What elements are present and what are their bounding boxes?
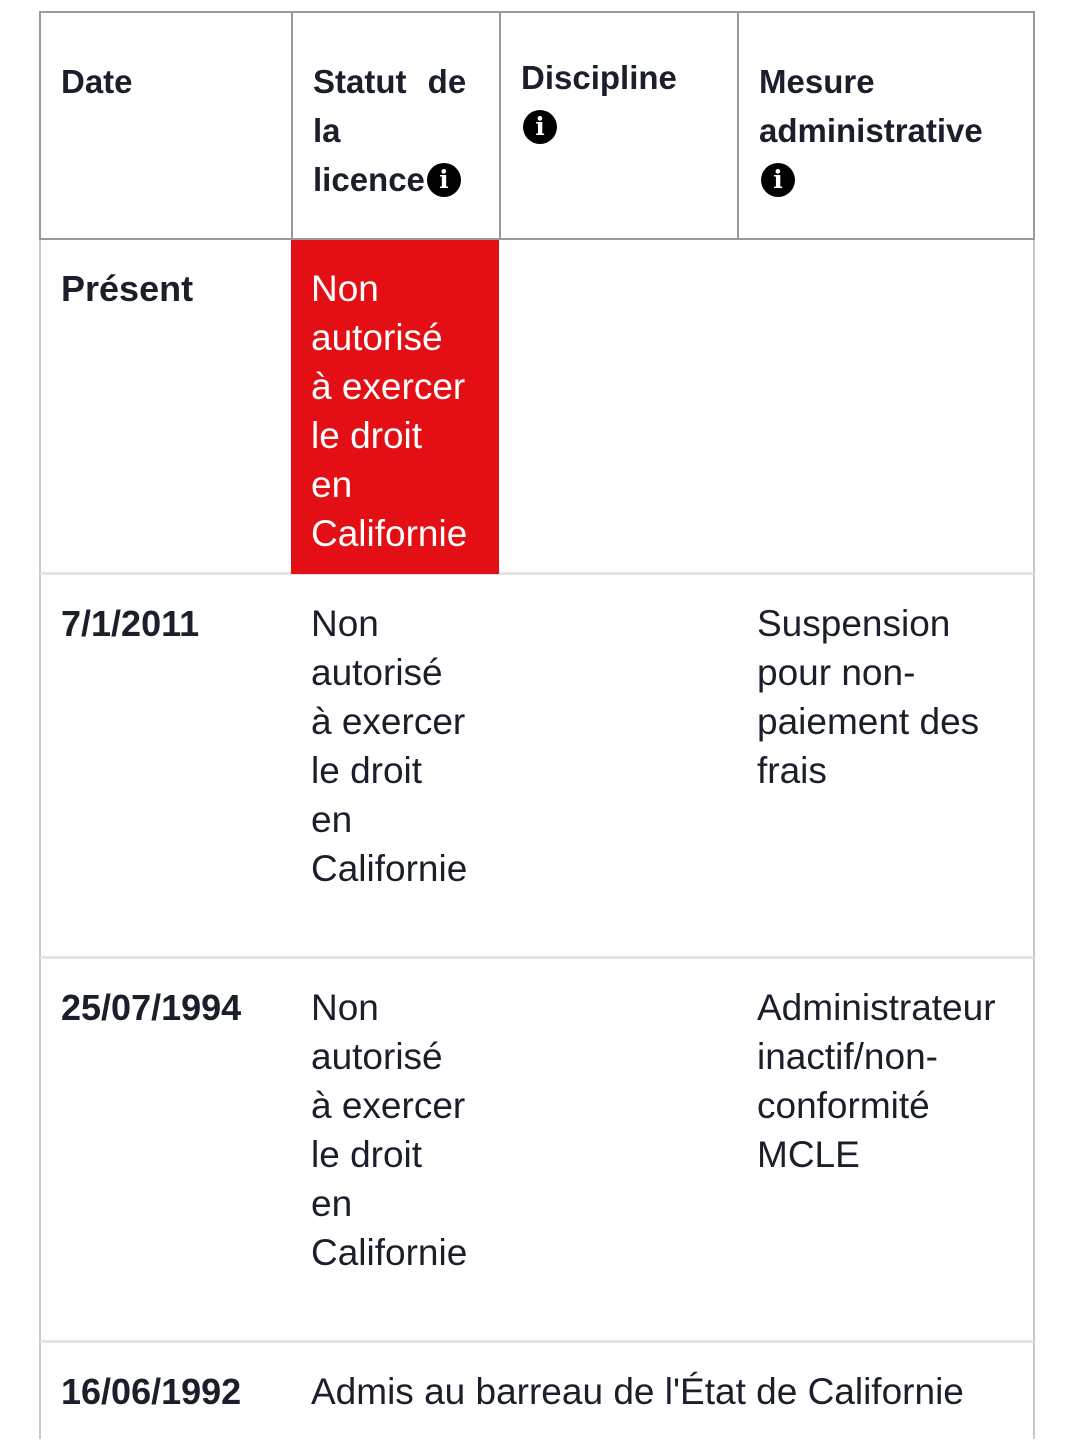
row-date: Présent (61, 268, 194, 309)
header-discipline: Discipline i (499, 13, 737, 238)
license-history-table (39, 11, 1035, 1439)
info-icon[interactable]: i (427, 163, 461, 197)
table-row (39, 575, 1035, 959)
row-measure: Suspension pour non- paiement des frais (757, 603, 980, 791)
header-administrative-measure: Mesure administrativei (737, 13, 1037, 238)
info-icon[interactable]: i (523, 110, 557, 144)
row-date: 25/07/1994 (61, 987, 242, 1028)
header-license-status: Statut de la licence i (291, 13, 499, 238)
table-row (39, 240, 1035, 575)
row-license-status: Non autorisé à exercer le droit en Californie (311, 603, 468, 889)
row-measure (737, 240, 1037, 264)
row-admission-note: Admis au barreau de l'État de Californie (311, 1371, 964, 1412)
header-date: Date (61, 63, 133, 100)
row-date: 7/1/2011 (61, 603, 200, 644)
table-row (39, 959, 1035, 1343)
info-icon[interactable]: i (761, 163, 795, 197)
row-license-status: Non autorisé à exercer le droit en Californie (311, 987, 468, 1273)
row-discipline (499, 575, 737, 599)
table-header (39, 11, 1035, 240)
row-discipline (499, 959, 737, 983)
row-measure: Administrateur inactif/non- conformité MCLE (757, 987, 996, 1175)
row-discipline (499, 240, 737, 264)
license-status-current: Non autorisé à exercer le droit en Californie (291, 240, 499, 574)
row-date: 16/06/1992 (61, 1371, 242, 1412)
table-row (39, 1343, 1035, 1439)
